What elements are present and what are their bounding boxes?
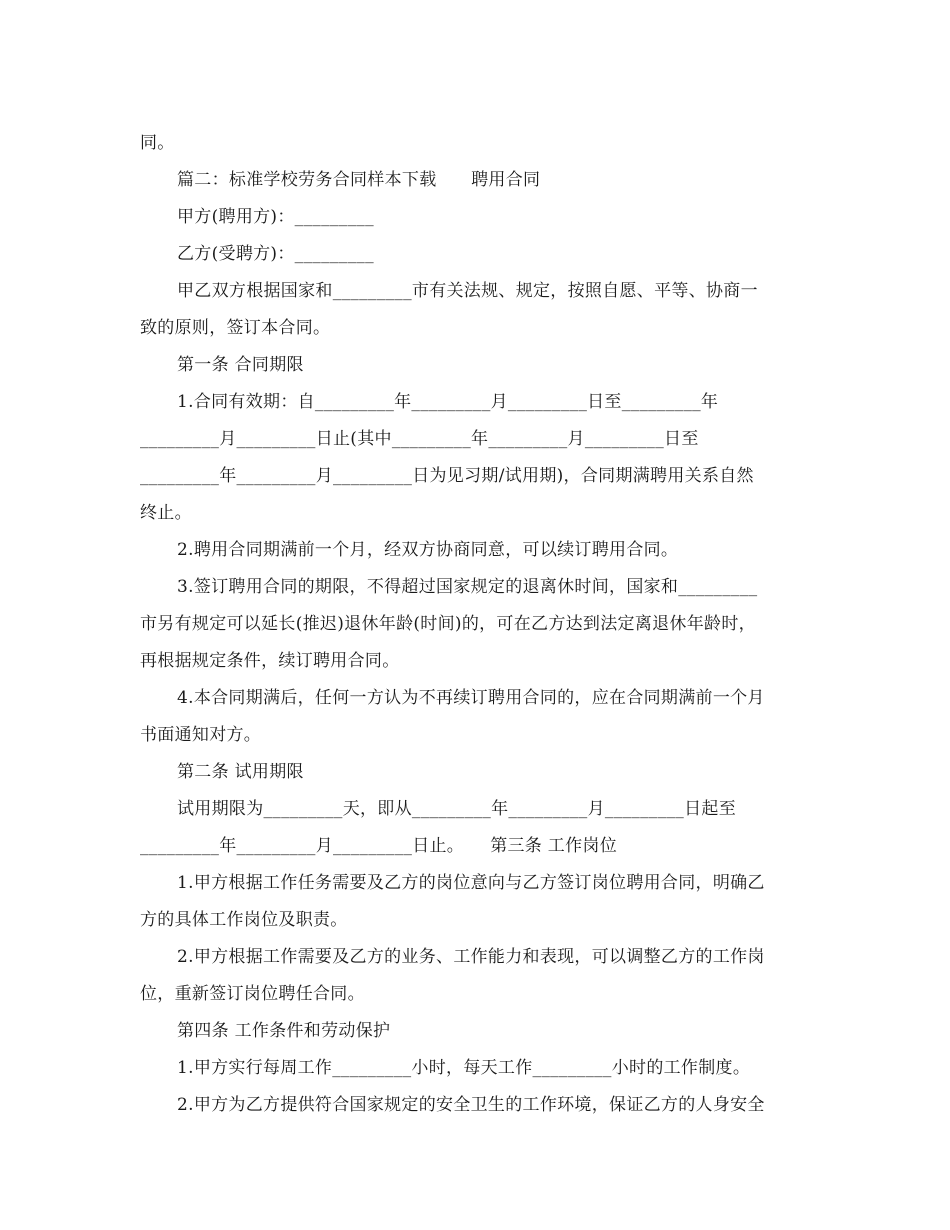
- article-heading: 第二条 试用期限: [177, 762, 304, 782]
- article-heading: 第一条 合同期限: [177, 355, 304, 375]
- text-line: 再根据规定条件，续订聘用合同。: [140, 651, 400, 671]
- text-line: 3.签订聘用合同的期限，不得超过国家规定的退离休时间，国家和_________: [177, 577, 758, 597]
- text-line: 1.甲方根据工作任务需要及乙方的岗位意向与乙方签订岗位聘用合同，明确乙: [177, 873, 765, 893]
- text-line: 位，重新签订岗位聘任合同。: [140, 984, 365, 1004]
- party-b-line: 乙方(受聘方)：_________: [177, 244, 374, 264]
- text-line: 1.合同有效期：自_________年_________月_________日至_________年: [177, 392, 719, 412]
- text-line: 甲乙双方根据国家和_________市有关法规、规定，按照自愿、平等、协商一: [177, 281, 758, 301]
- text-line: 2.聘用合同期满前一个月，经双方协商同意，可以续订聘用合同。: [177, 540, 679, 560]
- text-line: 书面通知对方。: [140, 725, 262, 745]
- text-line: _________年_________月_________日为见习期/试用期)，合同期满聘用关系自然: [140, 466, 754, 486]
- article-heading: 第四条 工作条件和劳动保护: [177, 1021, 391, 1041]
- text-line: _________年_________月_________日止。 第三条 工作岗位: [140, 836, 618, 856]
- text-line: 1.甲方实行每周工作_________小时，每天工作_________小时的工作制度。: [177, 1058, 751, 1078]
- section-heading: 篇二：标准学校劳务合同样本下载 聘用合同: [177, 170, 541, 190]
- text-line: 致的原则，签订本合同。: [140, 318, 331, 338]
- text-line: 试用期限为_________天，即从_________年_________月_________日起至: [177, 799, 736, 819]
- text-line: 方的具体工作岗位及职责。: [140, 910, 348, 930]
- text-line: 同。: [140, 133, 175, 153]
- text-line: 市另有规定可以延长(推迟)退休年龄(时间)的，可在乙方达到法定离退休年龄时，: [140, 614, 756, 634]
- text-line: 终止。: [140, 503, 192, 523]
- text-line: _________月_________日止(其中_________年_________月_________日至: [140, 429, 699, 449]
- text-line: 2.甲方根据工作需要及乙方的业务、工作能力和表现，可以调整乙方的工作岗: [177, 947, 765, 967]
- party-a-line: 甲方(聘用方)：_________: [177, 207, 374, 227]
- text-line: 4.本合同期满后，任何一方认为不再续订聘用合同的，应在合同期满前一个月: [177, 688, 765, 708]
- text-line: 2.甲方为乙方提供符合国家规定的安全卫生的工作环境，保证乙方的人身安全: [177, 1095, 765, 1115]
